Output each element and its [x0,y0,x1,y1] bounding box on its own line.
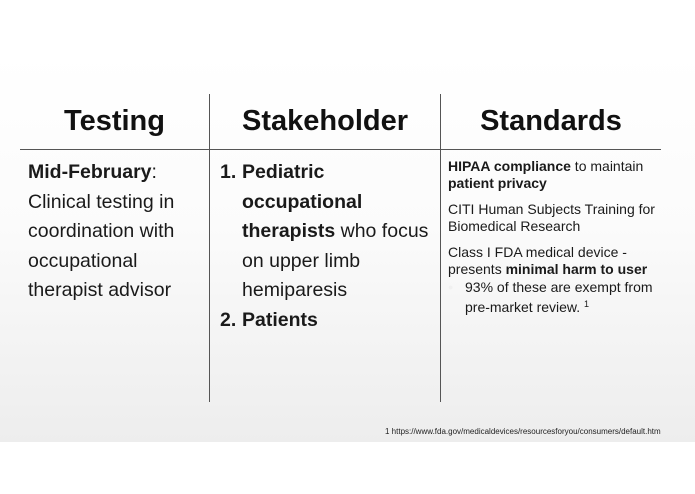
divider-vertical-2 [440,94,441,402]
testing-description: Clinical testing in coordination with occupational therapist advisor [28,190,175,301]
testing-date-colon: : [151,161,157,183]
header-stakeholder: Stakeholder [242,105,408,137]
bullet-text: 93% of these are exempt from pre-market review. [465,279,653,315]
header-testing: Testing [64,105,165,137]
testing-date: Mid-February [28,161,152,183]
stakeholder-bold: Patients [242,308,318,331]
hipaa-bold: HIPAA compliance [448,158,571,174]
fda-bold: minimal harm to user [505,261,648,277]
fda-text: Class I FDA medical device - presents [448,244,627,277]
list-item [220,306,438,336]
divider-horizontal [20,149,661,150]
standard-fda [448,244,666,278]
footnote-ref: 1 [584,299,590,309]
standard-citi [448,201,666,235]
citi-text: CITI Human Subjects Training for Biomedical Research [448,201,655,234]
divider-vertical-1 [209,94,210,402]
standard-bullet [448,279,666,316]
standards-cell [448,158,666,316]
hipaa-mid: to maintain [570,158,644,174]
testing-cell [28,158,208,306]
list-item [220,158,438,306]
footnote: 1 https://www.fda.gov/medicaldevices/resourcesforyou/consumers/default.htm [385,427,661,436]
bullet-icon: ● [448,282,454,292]
stakeholder-bold: Pediatric occupational therapists [242,161,363,242]
standard-hipaa [448,158,666,192]
privacy-bold: patient privacy [448,175,547,191]
list-number: 1. [220,161,237,183]
list-number: 2. [220,308,237,331]
stakeholder-list [220,158,438,335]
stakeholder-rest: who focus on upper limb hemiparesis [242,220,429,301]
header-standards: Standards [480,105,622,137]
